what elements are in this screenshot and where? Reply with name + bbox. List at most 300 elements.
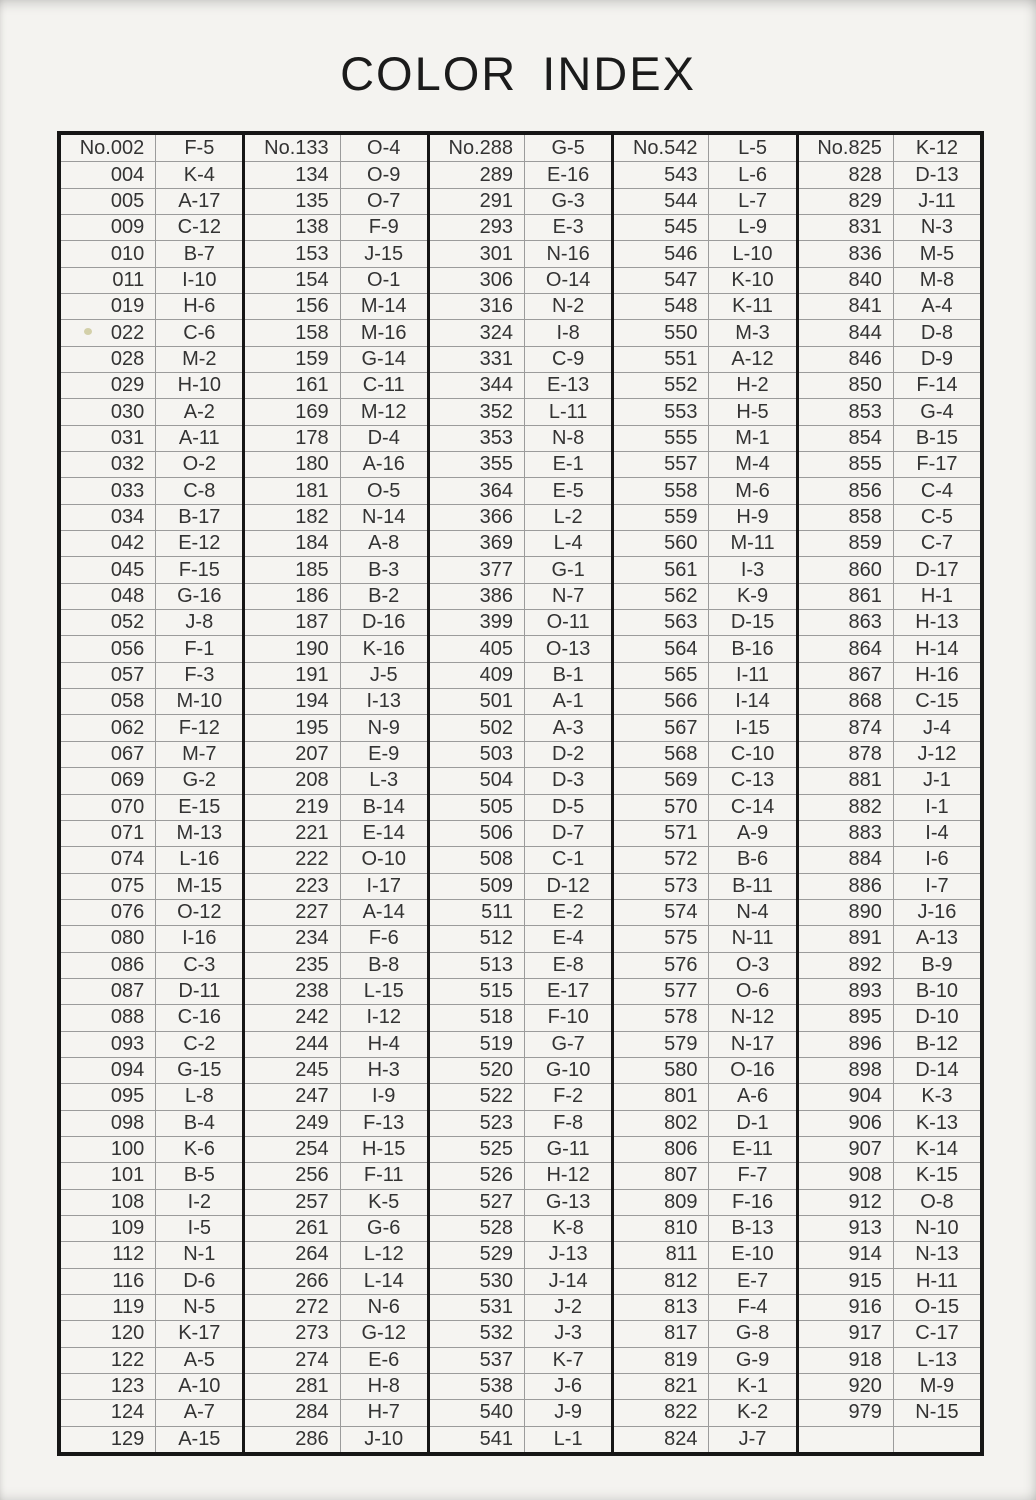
- color-number-cell: 822: [614, 1399, 709, 1425]
- color-code-cell: G-16: [156, 583, 242, 609]
- color-number-cell: 185: [245, 556, 340, 582]
- color-code-cell: G-14: [341, 346, 427, 372]
- color-code-cell: C-2: [156, 1031, 242, 1057]
- color-number-cell: 154: [245, 267, 340, 293]
- color-number-cell: 219: [245, 794, 340, 820]
- color-code-cell: M-2: [156, 346, 242, 372]
- color-code-cell: B-15: [894, 425, 980, 451]
- color-number-cell: 812: [614, 1268, 709, 1294]
- color-code-cell: K-15: [894, 1162, 980, 1188]
- color-number-cell: 811: [614, 1241, 709, 1267]
- color-number-cell: 409: [430, 662, 525, 688]
- color-code-cell: E-13: [525, 372, 611, 398]
- color-number-cell: 286: [245, 1426, 340, 1452]
- color-number-cell: 562: [614, 583, 709, 609]
- color-code-cell: A-5: [156, 1347, 242, 1373]
- color-number-cell: 284: [245, 1399, 340, 1425]
- color-number-cell: 576: [614, 952, 709, 978]
- color-number-cell: 917: [799, 1320, 894, 1346]
- color-code-cell: F-4: [709, 1294, 795, 1320]
- color-number-cell: 244: [245, 1031, 340, 1057]
- color-number-cell: 568: [614, 741, 709, 767]
- color-number-cell: 551: [614, 346, 709, 372]
- color-number-cell: 893: [799, 978, 894, 1004]
- color-code-cell: L-9: [709, 214, 795, 240]
- color-number-cell: 525: [430, 1136, 525, 1162]
- color-code-cell: G-8: [709, 1320, 795, 1346]
- color-number-cell: 555: [614, 425, 709, 451]
- color-number-cell: 057: [61, 662, 156, 688]
- color-number-cell: 067: [61, 741, 156, 767]
- color-code-cell: J-5: [341, 662, 427, 688]
- color-code-cell: O-2: [156, 451, 242, 477]
- color-code-cell: B-11: [709, 873, 795, 899]
- color-code-cell: O-11: [525, 609, 611, 635]
- color-number-cell: 080: [61, 925, 156, 951]
- color-number-cell: 153: [245, 240, 340, 266]
- color-number-cell: 505: [430, 794, 525, 820]
- color-code-cell: B-16: [709, 635, 795, 661]
- color-code-cell: N-4: [709, 899, 795, 925]
- color-code-cell: H-16: [894, 662, 980, 688]
- color-code-cell: F-3: [156, 662, 242, 688]
- color-code-cell: I-17: [341, 873, 427, 899]
- color-number-cell: 094: [61, 1057, 156, 1083]
- color-code-cell: K-6: [156, 1136, 242, 1162]
- color-number-cell: 352: [430, 398, 525, 424]
- color-number-cell: 547: [614, 267, 709, 293]
- color-code-cell: A-10: [156, 1373, 242, 1399]
- color-number-cell: 273: [245, 1320, 340, 1346]
- color-code-cell: D-12: [525, 873, 611, 899]
- color-code-cell: H-11: [894, 1268, 980, 1294]
- color-code-cell: O-16: [709, 1057, 795, 1083]
- color-number-cell: 868: [799, 688, 894, 714]
- color-code-cell: J-3: [525, 1320, 611, 1346]
- color-code-cell: D-8: [894, 319, 980, 345]
- color-code-cell: O-6: [709, 978, 795, 1004]
- color-code-cell: M-10: [156, 688, 242, 714]
- color-code-cell: F-2: [525, 1083, 611, 1109]
- color-code-cell: F-9: [341, 214, 427, 240]
- color-number-cell: 569: [614, 767, 709, 793]
- color-code-cell: L-16: [156, 846, 242, 872]
- color-number-cell: 892: [799, 952, 894, 978]
- color-code-cell: C-12: [156, 214, 242, 240]
- color-code-cell: N-10: [894, 1215, 980, 1241]
- color-number-cell: 846: [799, 346, 894, 372]
- color-number-cell: 841: [799, 293, 894, 319]
- color-number-cell: 116: [61, 1268, 156, 1294]
- color-number-cell: [799, 1426, 894, 1452]
- color-code-cell: I-1: [894, 794, 980, 820]
- color-number-cell: 095: [61, 1083, 156, 1109]
- color-number-cell: 186: [245, 583, 340, 609]
- color-code-cell: E-4: [525, 925, 611, 951]
- color-code-cell: B-3: [341, 556, 427, 582]
- color-code-cell: L-5: [738, 136, 767, 159]
- color-number-cell: 207: [245, 741, 340, 767]
- color-number-cell: 519: [430, 1031, 525, 1057]
- color-code-cell: E-2: [525, 899, 611, 925]
- color-code-cell: D-11: [156, 978, 242, 1004]
- color-code-cell: M-14: [341, 293, 427, 319]
- color-code-cell: D-2: [525, 741, 611, 767]
- color-code-cell: F-7: [709, 1162, 795, 1188]
- color-number-cell: 874: [799, 714, 894, 740]
- color-number-cell: 135: [245, 188, 340, 214]
- color-code-cell: O-8: [894, 1189, 980, 1215]
- color-code-cell: G-12: [341, 1320, 427, 1346]
- color-number-cell: 571: [614, 820, 709, 846]
- color-code-cell: N-17: [709, 1031, 795, 1057]
- color-number-cell: 896: [799, 1031, 894, 1057]
- color-code-cell: G-2: [156, 767, 242, 793]
- color-number-cell: 806: [614, 1136, 709, 1162]
- color-code-cell: O-14: [525, 267, 611, 293]
- color-number-cell: 566: [614, 688, 709, 714]
- color-code-cell: B-7: [156, 240, 242, 266]
- color-code-cell: E-14: [341, 820, 427, 846]
- color-code-cell: E-9: [341, 741, 427, 767]
- color-number-cell: 369: [430, 530, 525, 556]
- color-code-cell: I-6: [894, 846, 980, 872]
- color-number-cell: 249: [245, 1110, 340, 1136]
- color-number-cell: 863: [799, 609, 894, 635]
- color-code-cell: M-8: [894, 267, 980, 293]
- color-code-cell: F-15: [156, 556, 242, 582]
- color-code-cell: I-12: [341, 1004, 427, 1030]
- color-number-cell: 159: [245, 346, 340, 372]
- color-number-cell: 502: [430, 714, 525, 740]
- color-number-cell: 513: [430, 952, 525, 978]
- color-code-cell: G-7: [525, 1031, 611, 1057]
- color-code-cell: L-2: [525, 504, 611, 530]
- color-code-cell: F-12: [156, 714, 242, 740]
- color-code-cell: H-9: [709, 504, 795, 530]
- color-number-cell: 853: [799, 398, 894, 424]
- color-number-cell: 257: [245, 1189, 340, 1215]
- color-number-cell: 032: [61, 451, 156, 477]
- color-code-cell: B-4: [156, 1110, 242, 1136]
- color-code-cell: G-9: [709, 1347, 795, 1373]
- color-number-cell: 158: [245, 319, 340, 345]
- color-number-cell: 005: [61, 188, 156, 214]
- color-number-cell: 904: [799, 1083, 894, 1109]
- color-number-cell: 550: [614, 319, 709, 345]
- color-code-cell: L-8: [156, 1083, 242, 1109]
- color-code-cell: I-8: [525, 319, 611, 345]
- color-number-cell: 537: [430, 1347, 525, 1373]
- color-number-cell: 552: [614, 372, 709, 398]
- color-code-cell: M-1: [709, 425, 795, 451]
- color-code-cell: K-16: [341, 635, 427, 661]
- color-number-cell: 570: [614, 794, 709, 820]
- color-code-cell: K-4: [156, 161, 242, 187]
- color-code-cell: A-16: [341, 451, 427, 477]
- color-code-cell: J-7: [709, 1426, 795, 1452]
- color-number-cell: 004: [61, 161, 156, 187]
- color-code-cell: B-9: [894, 952, 980, 978]
- color-code-cell: O-10: [341, 846, 427, 872]
- color-code-cell: O-4: [367, 136, 401, 159]
- color-number-cell: 578: [614, 1004, 709, 1030]
- color-number-cell: 093: [61, 1031, 156, 1057]
- color-number-cell: 184: [245, 530, 340, 556]
- color-number-cell: 504: [430, 767, 525, 793]
- color-code-cell: B-5: [156, 1162, 242, 1188]
- color-code-cell: J-2: [525, 1294, 611, 1320]
- color-number-cell: 532: [430, 1320, 525, 1346]
- color-code-cell: J-8: [156, 609, 242, 635]
- color-number-cell: 506: [430, 820, 525, 846]
- color-code-cell: L-15: [341, 978, 427, 1004]
- color-code-cell: N-2: [525, 293, 611, 319]
- color-code-cell: J-16: [894, 899, 980, 925]
- color-number-cell: 526: [430, 1162, 525, 1188]
- color-number-cell: 134: [245, 161, 340, 187]
- color-code-cell: A-2: [156, 398, 242, 424]
- color-number-cell: 913: [799, 1215, 894, 1241]
- color-number-cell: 916: [799, 1294, 894, 1320]
- color-number-cell: 878: [799, 741, 894, 767]
- color-number-cell: 579: [614, 1031, 709, 1057]
- color-number-cell: 223: [245, 873, 340, 899]
- color-code-cell: D-14: [894, 1057, 980, 1083]
- color-number-cell: 580: [614, 1057, 709, 1083]
- color-code-cell: K-9: [709, 583, 795, 609]
- color-code-cell: E-16: [525, 161, 611, 187]
- color-code-cell: L-7: [709, 188, 795, 214]
- color-code-cell: D-9: [894, 346, 980, 372]
- color-number-cell: 316: [430, 293, 525, 319]
- color-code-cell: O-5: [341, 477, 427, 503]
- color-number-cell: 123: [61, 1373, 156, 1399]
- color-code-cell: F-14: [894, 372, 980, 398]
- color-code-cell: H-4: [341, 1031, 427, 1057]
- color-code-cell: C-11: [341, 372, 427, 398]
- color-code-cell: G-15: [156, 1057, 242, 1083]
- color-code-cell: G-1: [525, 556, 611, 582]
- color-number-cell: 194: [245, 688, 340, 714]
- color-code-cell: F-10: [525, 1004, 611, 1030]
- color-code-cell: O-15: [894, 1294, 980, 1320]
- color-code-cell: A-15: [156, 1426, 242, 1452]
- color-number-cell: 124: [61, 1399, 156, 1425]
- color-number-cell: 577: [614, 978, 709, 1004]
- color-code-cell: F-16: [709, 1189, 795, 1215]
- color-code-cell: K-8: [525, 1215, 611, 1241]
- color-code-cell: E-3: [525, 214, 611, 240]
- color-number-cell: 238: [245, 978, 340, 1004]
- color-number-cell: 045: [61, 556, 156, 582]
- color-code-cell: L-11: [525, 398, 611, 424]
- color-number-cell: 895: [799, 1004, 894, 1030]
- color-code-cell: M-6: [709, 477, 795, 503]
- color-number-cell: 809: [614, 1189, 709, 1215]
- color-number-cell: 561: [614, 556, 709, 582]
- color-code-cell: K-5: [341, 1189, 427, 1215]
- color-number-cell: 881: [799, 767, 894, 793]
- color-code-cell: I-2: [156, 1189, 242, 1215]
- color-number-cell: 109: [61, 1215, 156, 1241]
- color-code-cell: K-13: [894, 1110, 980, 1136]
- color-number-cell: No.002: [61, 135, 156, 161]
- color-code-cell: F-6: [341, 925, 427, 951]
- color-number-cell: 264: [245, 1241, 340, 1267]
- color-number-cell: 293: [430, 214, 525, 240]
- color-code-cell: G-6: [341, 1215, 427, 1241]
- color-code-cell: G-13: [525, 1189, 611, 1215]
- color-number-cell: 088: [61, 1004, 156, 1030]
- color-code-cell: E-12: [156, 530, 242, 556]
- color-number-cell: 069: [61, 767, 156, 793]
- color-number-cell: 227: [245, 899, 340, 925]
- color-number-cell: 501: [430, 688, 525, 714]
- color-number-cell: 042: [61, 530, 156, 556]
- color-number-cell: 222: [245, 846, 340, 872]
- color-number-cell: 129: [61, 1426, 156, 1452]
- color-number-cell: 138: [245, 214, 340, 240]
- color-code-cell: C-5: [894, 504, 980, 530]
- color-code-cell: E-6: [341, 1347, 427, 1373]
- color-number-cell: 544: [614, 188, 709, 214]
- color-code-cell: N-14: [341, 504, 427, 530]
- color-number-cell: 850: [799, 372, 894, 398]
- color-code-cell: G-3: [525, 188, 611, 214]
- color-code-cell: K-3: [894, 1083, 980, 1109]
- color-code-cell: K-2: [709, 1399, 795, 1425]
- color-code-cell: H-3: [341, 1057, 427, 1083]
- color-number-cell: 120: [61, 1320, 156, 1346]
- color-number-cell: 058: [61, 688, 156, 714]
- color-number-cell: 573: [614, 873, 709, 899]
- color-code-cell: N-6: [341, 1294, 427, 1320]
- color-code-cell: A-4: [894, 293, 980, 319]
- color-code-cell: A-12: [709, 346, 795, 372]
- color-number-cell: 529: [430, 1241, 525, 1267]
- color-number-cell: 254: [245, 1136, 340, 1162]
- color-code-cell: C-13: [709, 767, 795, 793]
- color-code-cell: H-13: [894, 609, 980, 635]
- color-number-cell: 912: [799, 1189, 894, 1215]
- color-code-cell: E-11: [709, 1136, 795, 1162]
- color-number-cell: 558: [614, 477, 709, 503]
- color-number-cell: No.288: [430, 135, 525, 161]
- color-number-cell: 819: [614, 1347, 709, 1373]
- color-code-cell: C-4: [894, 477, 980, 503]
- color-number-cell: 861: [799, 583, 894, 609]
- color-code-cell: B-12: [894, 1031, 980, 1057]
- color-number-cell: 281: [245, 1373, 340, 1399]
- color-code-cell: N-1: [156, 1241, 242, 1267]
- color-number-cell: 101: [61, 1162, 156, 1188]
- color-number-cell: 062: [61, 714, 156, 740]
- color-code-cell: C-10: [709, 741, 795, 767]
- color-number-cell: 890: [799, 899, 894, 925]
- color-code-cell: I-11: [709, 662, 795, 688]
- color-code-cell: M-3: [709, 319, 795, 345]
- color-number-cell: 048: [61, 583, 156, 609]
- color-code-cell: D-6: [156, 1268, 242, 1294]
- color-number-cell: 086: [61, 952, 156, 978]
- color-number-cell: 854: [799, 425, 894, 451]
- color-code-cell: I-14: [709, 688, 795, 714]
- color-column-group: [242, 135, 426, 1452]
- color-code-cell: J-6: [525, 1373, 611, 1399]
- color-code-cell: J-13: [525, 1241, 611, 1267]
- color-number-cell: 503: [430, 741, 525, 767]
- color-number-cell: 574: [614, 899, 709, 925]
- color-code-cell: M-11: [709, 530, 795, 556]
- color-code-cell: A-11: [156, 425, 242, 451]
- color-code-cell: I-13: [341, 688, 427, 714]
- color-code-cell: L-6: [709, 161, 795, 187]
- color-number-cell: 867: [799, 662, 894, 688]
- color-code-cell: E-15: [156, 794, 242, 820]
- color-code-cell: A-9: [709, 820, 795, 846]
- color-code-cell: N-16: [525, 240, 611, 266]
- color-code-cell: O-13: [525, 635, 611, 661]
- color-code-cell: I-3: [709, 556, 795, 582]
- color-number-cell: 386: [430, 583, 525, 609]
- color-code-cell: J-11: [894, 188, 980, 214]
- color-code-cell: K-12: [915, 136, 959, 159]
- color-number-cell: 979: [799, 1399, 894, 1425]
- color-number-cell: 076: [61, 899, 156, 925]
- color-number-cell: 920: [799, 1373, 894, 1399]
- color-code-cell: I-5: [156, 1215, 242, 1241]
- color-number-cell: 907: [799, 1136, 894, 1162]
- color-number-cell: 182: [245, 504, 340, 530]
- color-code-cell: N-13: [894, 1241, 980, 1267]
- color-code-cell: D-4: [341, 425, 427, 451]
- color-code-cell: D-7: [525, 820, 611, 846]
- color-number-cell: 836: [799, 240, 894, 266]
- color-column-group: [611, 135, 795, 1452]
- color-code-cell: L-13: [894, 1347, 980, 1373]
- color-number-cell: 886: [799, 873, 894, 899]
- color-code-cell: J-12: [894, 741, 980, 767]
- color-number-cell: 306: [430, 267, 525, 293]
- color-code-cell: I-9: [341, 1083, 427, 1109]
- color-number-cell: 528: [430, 1215, 525, 1241]
- color-number-cell: 543: [614, 161, 709, 187]
- color-number-cell: 858: [799, 504, 894, 530]
- color-number-cell: 859: [799, 530, 894, 556]
- color-code-cell: H-15: [341, 1136, 427, 1162]
- color-code-cell: N-8: [525, 425, 611, 451]
- color-number-cell: 801: [614, 1083, 709, 1109]
- color-code-cell: M-12: [341, 398, 427, 424]
- color-code-cell: B-14: [341, 794, 427, 820]
- color-number-cell: 563: [614, 609, 709, 635]
- color-code-cell: L-1: [525, 1426, 611, 1452]
- color-code-cell: H-7: [341, 1399, 427, 1425]
- color-number-cell: 030: [61, 398, 156, 424]
- color-number-cell: 545: [614, 214, 709, 240]
- color-number-cell: 029: [61, 372, 156, 398]
- color-number-cell: 906: [799, 1110, 894, 1136]
- color-number-cell: 557: [614, 451, 709, 477]
- color-code-cell: G-4: [894, 398, 980, 424]
- color-code-cell: G-10: [525, 1057, 611, 1083]
- color-number-cell: 019: [61, 293, 156, 319]
- color-code-cell: C-6: [156, 319, 242, 345]
- color-number-cell: 070: [61, 794, 156, 820]
- color-number-cell: 518: [430, 1004, 525, 1030]
- color-code-cell: A-3: [525, 714, 611, 740]
